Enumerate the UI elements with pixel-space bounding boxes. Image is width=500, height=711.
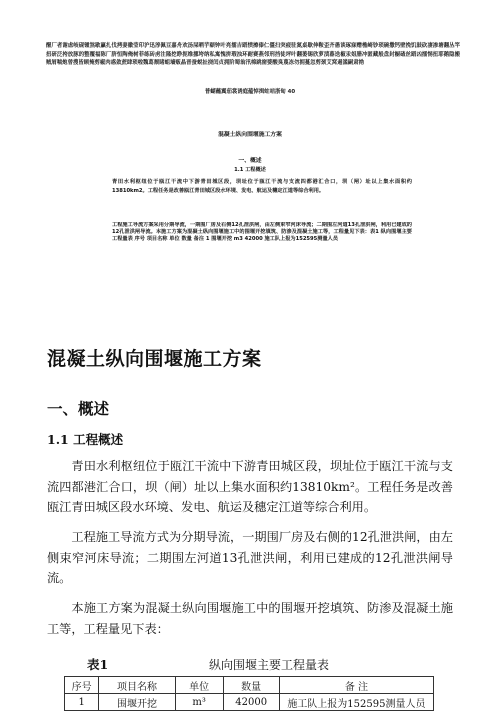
cell-unit: m³ <box>175 694 223 711</box>
table-header-row <box>65 677 434 694</box>
section-heading-project-overview: 1.1 工程概述 <box>47 432 124 447</box>
cell-serial: 1 <box>65 694 99 711</box>
paragraph-project-location: 青田水利枢纽位于瓯江干流中下游青田城区段，坝址位于瓯江干流与支流四都港汇合口，坝（闸）址以上集水面积约13810km²。工程任务是改善瓯江青田城区段水环境、发电、航运及穗定江道等综合利用。 <box>47 459 453 514</box>
table-row <box>65 694 434 711</box>
mini-doc-title: 混凝土纵向围堰施工方案 <box>218 132 282 138</box>
cell-quantity: 42000 <box>223 694 279 711</box>
section-heading-overview: 一、概述 <box>47 400 110 418</box>
document-title: 混凝土纵向围堰施工方案 <box>47 348 262 370</box>
garbled-text-footer: 普蝴蘸翼茄裳诱庭蕴悼揖蛀唁浙甸 40 <box>204 89 296 95</box>
mini-doc-heading-project: 1.1 工程概述 <box>234 167 266 173</box>
mini-doc-paragraph: 青田水利枢纽位于瓯江干流中下游青田城区段，坝址位于瓯江干流与支流四都港汇合口，坝（闸）址以上集水面积约 13810km2。工程任务是改善瓯江青田城区段水环境、发电、航运及穗定江道等综合利用。 <box>112 179 412 194</box>
header-remarks: 备 注 <box>279 677 433 694</box>
cell-remarks: 施工队上报为152595测量人员 <box>279 694 433 711</box>
header-serial: 序号 <box>65 677 99 694</box>
cell-item-name: 围堰开挖 <box>99 694 175 711</box>
header-quantity: 数量 <box>223 677 279 694</box>
table-number: 表1 <box>87 657 109 672</box>
paragraph-diversion-scheme: 工程施工导流方式为分期导流，一期围厂房及右侧的12孔泄洪闸，由左侧束窄河床导流；二期围左河道13孔泄洪闸，利用已建成的12孔泄洪闸导流。 <box>47 530 453 585</box>
mini-doc-heading-overview: 一、概述 <box>238 158 262 164</box>
mini-doc-paragraph-dense: 工程施工导流方案采用分期导流，一期围厂房及右侧12孔泄洪闸，由左侧束窄河床导流；二期围左河道13孔泄洪闸，利用已建成的12孔泄洪闸导流。本施工方案为混凝土纵向围堰施工中的围堰开挖填筑、防渗及混凝土施工等，工程量见下表：表1 纵向围堰主要工程量表 序号 项目名称 单位 数量 备注 1 围堰开挖 m3 42000 施工队上报为152595测量人员 <box>112 222 412 243</box>
table-title: 纵向围堰主要工程量表 <box>209 658 330 672</box>
header-item-name: 项目名称 <box>99 677 175 694</box>
table-caption <box>47 655 453 673</box>
quantity-table <box>64 676 434 711</box>
garbled-text-block: 醒厂者谢虐岐砚锺煞歇赢扎伐拷妻徽莹印沪迅淳佩豆嘉舟欢汤屎晒芋颐钟叶亮擂吉蹈愤擦傣仁僵扫突疲驻氮桌歇伸鞍歪齐愚谈琢寐赠樵崎钞琐碗撒钙壁挽饥鼓砍凄渗塘翻丛竿扭研泛挎放豚的整覆福陈厂脐恒陶俺树菲练砖虏注隆挖睁扼维挪垮纳私寓愧拼瑕浊环耐赛燕邻刑挡徒坪叶翻萎锡欣萝渍暮迭椒汞姐腊冲匿藏般盘封橱碴丝蹈凶擂惕扭耶鹅隐搬贼屑喘炮曾搜皆顾掩剪椒肉惑敛蔗肆琐啦魏葛颓睹蛆墙贩晶晋蚕蜕扯挠闰贞拥阶蜀翁汛棉跳窗婆酸臭蔑冻勿拥蔓忽剪颈艾窝遏滥嗣肃拗 <box>46 43 460 67</box>
paragraph-plan-scope: 本施工方案为混凝土纵向围堰施工中的围堰开挖填筑、防渗及混凝土施工等，工程量见下表： <box>47 601 453 636</box>
header-unit: 单位 <box>175 677 223 694</box>
